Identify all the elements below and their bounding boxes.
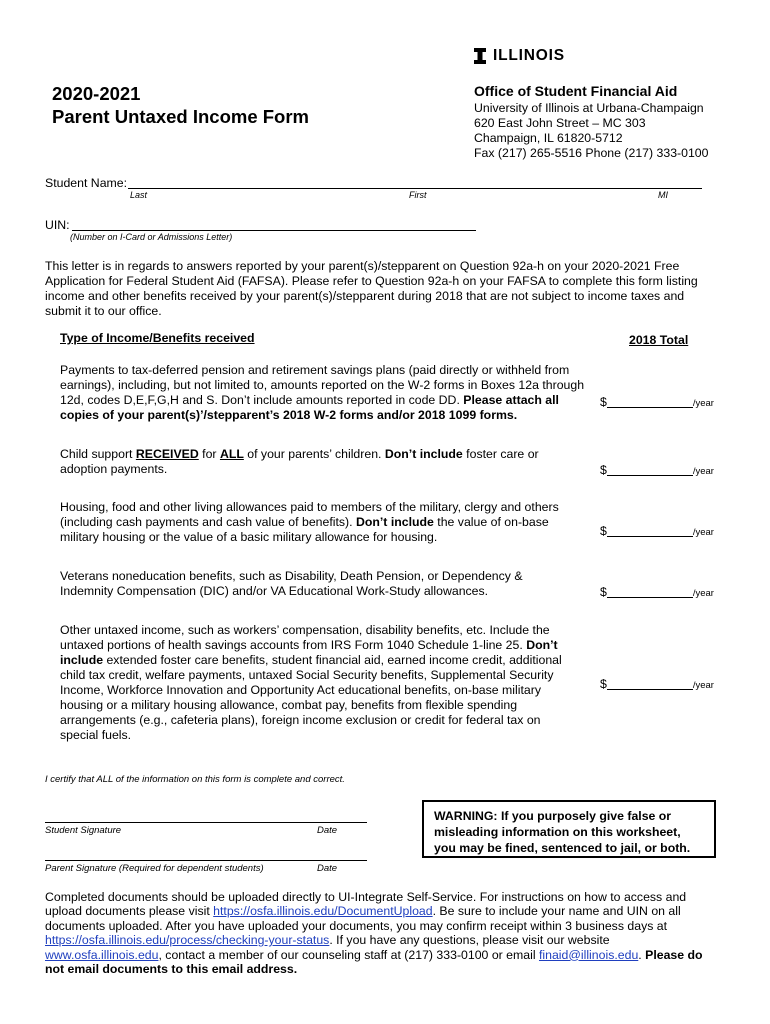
footer-bold-notice: Please do not email documents to this email address. bbox=[45, 947, 703, 977]
row-text-bold: Don’t include bbox=[355, 515, 434, 529]
dollar-sign: $ bbox=[600, 463, 607, 477]
per-year-label: /year bbox=[692, 680, 714, 691]
logo-text: ILLINOIS bbox=[493, 47, 565, 64]
page-title: Parent Untaxed Income Form bbox=[52, 106, 310, 127]
per-year-label: /year bbox=[692, 466, 714, 477]
parent-date-label: Date bbox=[317, 863, 338, 874]
income-row-child-support bbox=[60, 447, 560, 477]
amount-field-veterans[interactable] bbox=[600, 585, 714, 599]
footer-text: . bbox=[638, 947, 646, 962]
intro-paragraph: This letter is in regards to answers reported by your parent(s)/stepparent on Question 92a-h on your 2020-2021 Free Application for Federal Student Aid (FAFSA). Please refer to Question 92a-h on your FAFSA to complete this form listing income and other benefits received by your parent(s)/stepparent during 2018 that are not subject to income taxes and submit it to our office. bbox=[45, 259, 698, 318]
dollar-sign: $ bbox=[600, 395, 607, 409]
parent-signature-label: Parent Signature (Required for dependent students) bbox=[45, 863, 264, 874]
income-row-other bbox=[60, 623, 580, 743]
footer-text: . If you have any questions, please visit our website bbox=[329, 933, 610, 948]
student-name-label: Student Name: bbox=[45, 176, 128, 190]
checking-status-link[interactable]: https://osfa.illinois.edu/process/checking-your-status bbox=[45, 933, 330, 948]
dollar-sign: $ bbox=[600, 677, 607, 691]
row-text: extended foster care benefits, student financial aid, earned income credit, additional child tax credit, welfare payments, untaxed Social Security benefits, Supplemental Security Income, Workforce Innovation and Opportunity Act educational benefits, on-base military housing or a military housing allowance, combat pay, benefits from flexible spending arrangements (e.g., cafeteria plans), foreign income exclusion or credit for federal tax on special fuels. bbox=[60, 653, 562, 742]
total-header: 2018 Total bbox=[629, 333, 689, 347]
amount-field-child-support[interactable] bbox=[600, 463, 714, 477]
office-address-block bbox=[474, 84, 709, 161]
block-i-icon bbox=[474, 48, 486, 64]
row-text: Other untaxed income, such as workers’ compensation, disability benefits, etc. Include the untaxed portions of health savings accounts from IRS Form 1040 Schedule 1-line 25. bbox=[60, 623, 550, 652]
footer-text: . Be sure to include your name and UIN on all documents uploaded. After you have uploaded your documents, you may confirm receipt within 3 business days at bbox=[45, 904, 681, 933]
footer-text: , contact a member of our counseling staff at (217) 333-0100 or email bbox=[158, 947, 539, 962]
dollar-sign: $ bbox=[600, 524, 607, 538]
uin-label: UIN: bbox=[45, 218, 70, 232]
income-row-housing bbox=[60, 500, 580, 545]
uin-hint: (Number on I-Card or Admissions Letter) bbox=[70, 232, 233, 242]
student-signature-line[interactable] bbox=[45, 822, 367, 823]
amount-field-other[interactable] bbox=[600, 677, 714, 691]
row-text-bold: Don’t include bbox=[60, 638, 558, 667]
row-text: foster care or adoption payments. bbox=[60, 447, 539, 476]
document-upload-link[interactable]: https://osfa.illinois.edu/DocumentUpload bbox=[213, 904, 433, 919]
middle-initial-hint: MI bbox=[658, 190, 668, 200]
row-text: for bbox=[198, 447, 220, 461]
row-text-bold: RECEIVED bbox=[135, 447, 199, 461]
row-text: Payments to tax-deferred pension and retirement savings plans (paid directly or withheld from earnings), including, but not limited to, amounts reported on the W-2 forms in Boxes 12a through 12d, codes D,E,F,G,H and S. Don’t include amounts reported in code DD. bbox=[60, 363, 585, 407]
address-line: Champaign, IL 61820-5712 bbox=[474, 131, 623, 145]
first-name-hint: First bbox=[409, 190, 427, 200]
warning-text: WARNING: If you purposely give false or misleading information on this worksheet, you may be fined, sentenced to jail, or both. bbox=[434, 809, 691, 855]
student-date-label: Date bbox=[317, 825, 338, 836]
income-row-veterans bbox=[60, 569, 560, 599]
row-text-bold: ALL bbox=[219, 447, 244, 461]
row-text: Veterans noneducation benefits, such as Disability, Death Pension, or Dependency & Indemnity Compensation (DIC) and/or VA Educational Work-Study allowances. bbox=[60, 569, 523, 598]
address-line: Fax (217) 265-5516 Phone (217) 333-0100 bbox=[474, 146, 709, 160]
row-text-bold: Don’t include bbox=[384, 447, 463, 461]
office-name: Office of Student Financial Aid bbox=[474, 83, 678, 99]
email-link[interactable]: finaid@illinois.edu bbox=[538, 947, 639, 962]
amount-field-pension[interactable] bbox=[600, 395, 714, 409]
student-name-field[interactable] bbox=[128, 188, 702, 189]
address-line: 620 East John Street – MC 303 bbox=[474, 116, 646, 130]
address-line: University of Illinois at Urbana-Champaign bbox=[474, 101, 704, 115]
form-year: 2020-2021 bbox=[52, 83, 141, 104]
student-signature-label: Student Signature bbox=[45, 825, 122, 836]
uin-field[interactable] bbox=[72, 230, 476, 231]
per-year-label: /year bbox=[692, 398, 714, 409]
per-year-label: /year bbox=[692, 527, 714, 538]
per-year-label: /year bbox=[692, 588, 714, 599]
footer-text: Completed documents should be uploaded directly to UI-Integrate Self-Service. For instructions on how to access and upload documents please visit bbox=[45, 890, 687, 919]
last-name-hint: Last bbox=[130, 190, 148, 200]
certify-statement: I certify that ALL of the information on this form is complete and correct. bbox=[45, 774, 345, 785]
row-text-bold: Please attach all copies of your parent(s)’/stepparent’s 2018 W-2 forms and/or 2018 1099 forms. bbox=[60, 393, 559, 422]
row-text: of your parents’ children. bbox=[243, 447, 385, 461]
footer-instructions bbox=[45, 890, 717, 976]
dollar-sign: $ bbox=[600, 585, 607, 599]
income-row-pension bbox=[60, 363, 590, 423]
row-text: Housing, food and other living allowances paid to members of the military, clergy and others (including cash payments and cash value of benefits). bbox=[60, 500, 559, 529]
warning-box bbox=[422, 800, 716, 858]
row-text: Child support bbox=[60, 447, 136, 461]
website-link[interactable]: www.osfa.illinois.edu bbox=[45, 947, 159, 962]
income-type-header: Type of Income/Benefits received bbox=[60, 331, 255, 345]
illinois-logo bbox=[474, 47, 565, 65]
parent-signature-line[interactable] bbox=[45, 860, 367, 861]
amount-field-housing[interactable] bbox=[600, 524, 714, 538]
row-text: the value of on-base military housing or the value of a basic military allowance for housing. bbox=[60, 515, 549, 544]
